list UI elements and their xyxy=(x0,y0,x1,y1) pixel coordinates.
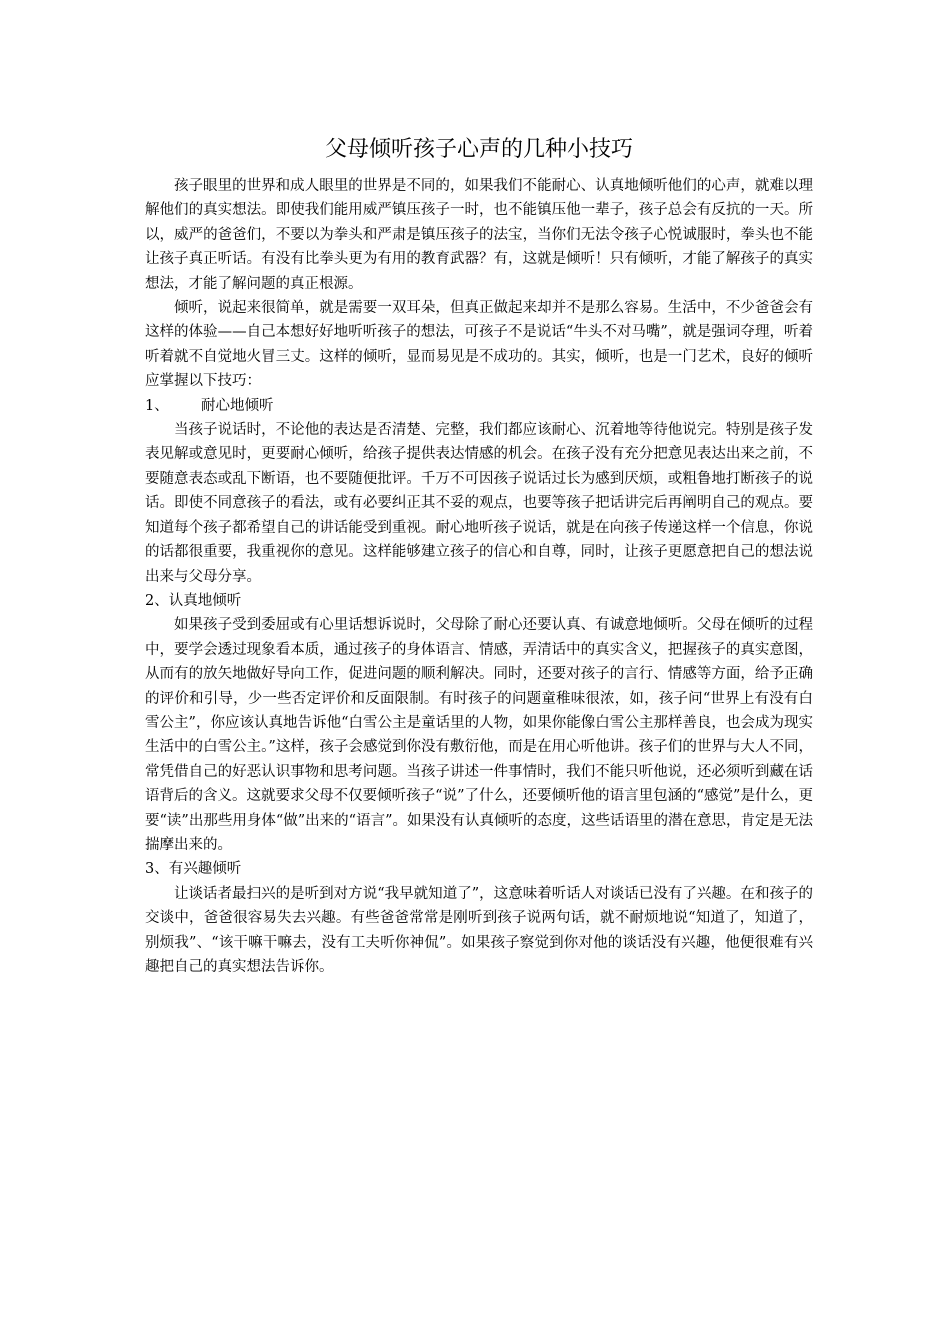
section-heading-text: 有兴趣倾听 xyxy=(168,861,242,878)
section-number: 3、 xyxy=(145,861,169,878)
intro-paragraph: 孩子眼里的世界和成人眼里的世界是不同的，如果我们不能耐心、认真地倾听他们的心声，就难以理解他们的真实想法。即使我们能用威严镇压孩子一时，也不能镇压他一辈子，孩子总会有反抗的一天。所以，威严的爸爸们，不要以为拳头和严肃是镇压孩子的法宝，当你们无法令孩子心悦诚服时，拳头也不能让孩子真正听话。有没有比拳头更为有用的教育武器？有，这就是倾听！只有倾听，才能了解孩子的真实想法，才能了解问题的真正根源。 xyxy=(145,178,813,292)
section-paragraph: 让谈话者最扫兴的是听到对方说“我早就知道了”，这意味着听话人对谈话已没有了兴趣。在和孩子的交谈中，爸爸很容易失去兴趣。有些爸爸常常是刚听到孩子说两句话，就不耐烦地说“知道了，知道了，别烦我”、“该干嘛干嘛去，没有工夫听你神侃”。如果孩子察觉到你对他的谈话没有兴趣，他便很难有兴趣把自己的真实想法告诉你。 xyxy=(145,885,813,975)
intro-paragraph: 倾听，说起来很简单，就是需要一双耳朵，但真正做起来却并不是那么容易。生活中，不少爸爸会有这样的体验——自己本想好好地听听孩子的想法，可孩子不是说话“牛头不对马嘴”，就是强词夺理，听着听着就不自觉地火冒三丈。这样的倾听，显而易见是不成功的。其实，倾听，也是一门艺术，良好的倾听应掌握以下技巧： xyxy=(145,300,813,390)
section-heading xyxy=(145,857,813,881)
section-number: 1、 xyxy=(145,397,169,414)
section-heading xyxy=(145,394,813,418)
document-body xyxy=(145,134,813,979)
section-heading xyxy=(145,589,813,613)
document-title: 父母倾听孩子心声的几种小技巧 xyxy=(324,137,633,162)
section-paragraph: 当孩子说话时，不论他的表达是否清楚、完整，我们都应该耐心、沉着地等待他说完。特别是孩子发表见解或意见时，更要耐心倾听，给孩子提供表达情感的机会。在孩子没有充分把意见表达出来之前，不要随意表态或乱下断语，也不要随便批评。千万不可因孩子说话过长为感到厌烦，或粗鲁地打断孩子的说话。即使不同意孩子的看法，或有必要纠正其不妥的观点，也要等孩子把话讲完后再阐明自己的观点。要知道每个孩子都希望自己的讲话能受到重视。耐心地听孩子说话，就是在向孩子传递这样一个信息，你说的话都很重要，我重视你的意见。这样能够建立孩子的信心和自尊，同时，让孩子更愿意把自己的想法说出来与父母分享。 xyxy=(145,422,813,585)
section-paragraph: 如果孩子受到委屈或有心里话想诉说时，父母除了耐心还要认真、有诚意地倾听。父母在倾听的过程中，要学会透过现象看本质，通过孩子的身体语言、情感，弄清话中的真实含义，把握孩子的真实意图，从而有的放矢地做好导向工作，促进问题的顺利解决。同时，还要对孩子的言行、情感等方面，给予正确的评价和引导，少一些否定评价和反面限制。有时孩子的问题童稚味很浓，如，孩子问“世界上有没有白雪公主”，你应该认真地告诉他“白雪公主是童话里的人物，如果你能像白雪公主那样善良，也会成为现实生活中的白雪公主。”这样，孩子会感觉到你没有敷衍他，而是在用心听他讲。孩子们的世界与大人不同，常凭借自己的好恶认识事物和思考问题。当孩子讲述一件事情时，我们不能只听他说，还必须听到藏在话语背后的含义。这就要求父母不仅要倾听孩子“说”了什么，还要倾听他的语言里包涵的“感觉”是什么，更要“读”出那些用身体“做”出来的“语言”。如果没有认真倾听的态度，这些话语里的潜在意思，肯定是无法揣摩出来的。 xyxy=(145,617,813,853)
section-heading-text: 认真地倾听 xyxy=(168,592,242,609)
section-number: 2、 xyxy=(145,592,169,609)
section-heading-text: 耐心地倾听 xyxy=(201,397,274,414)
